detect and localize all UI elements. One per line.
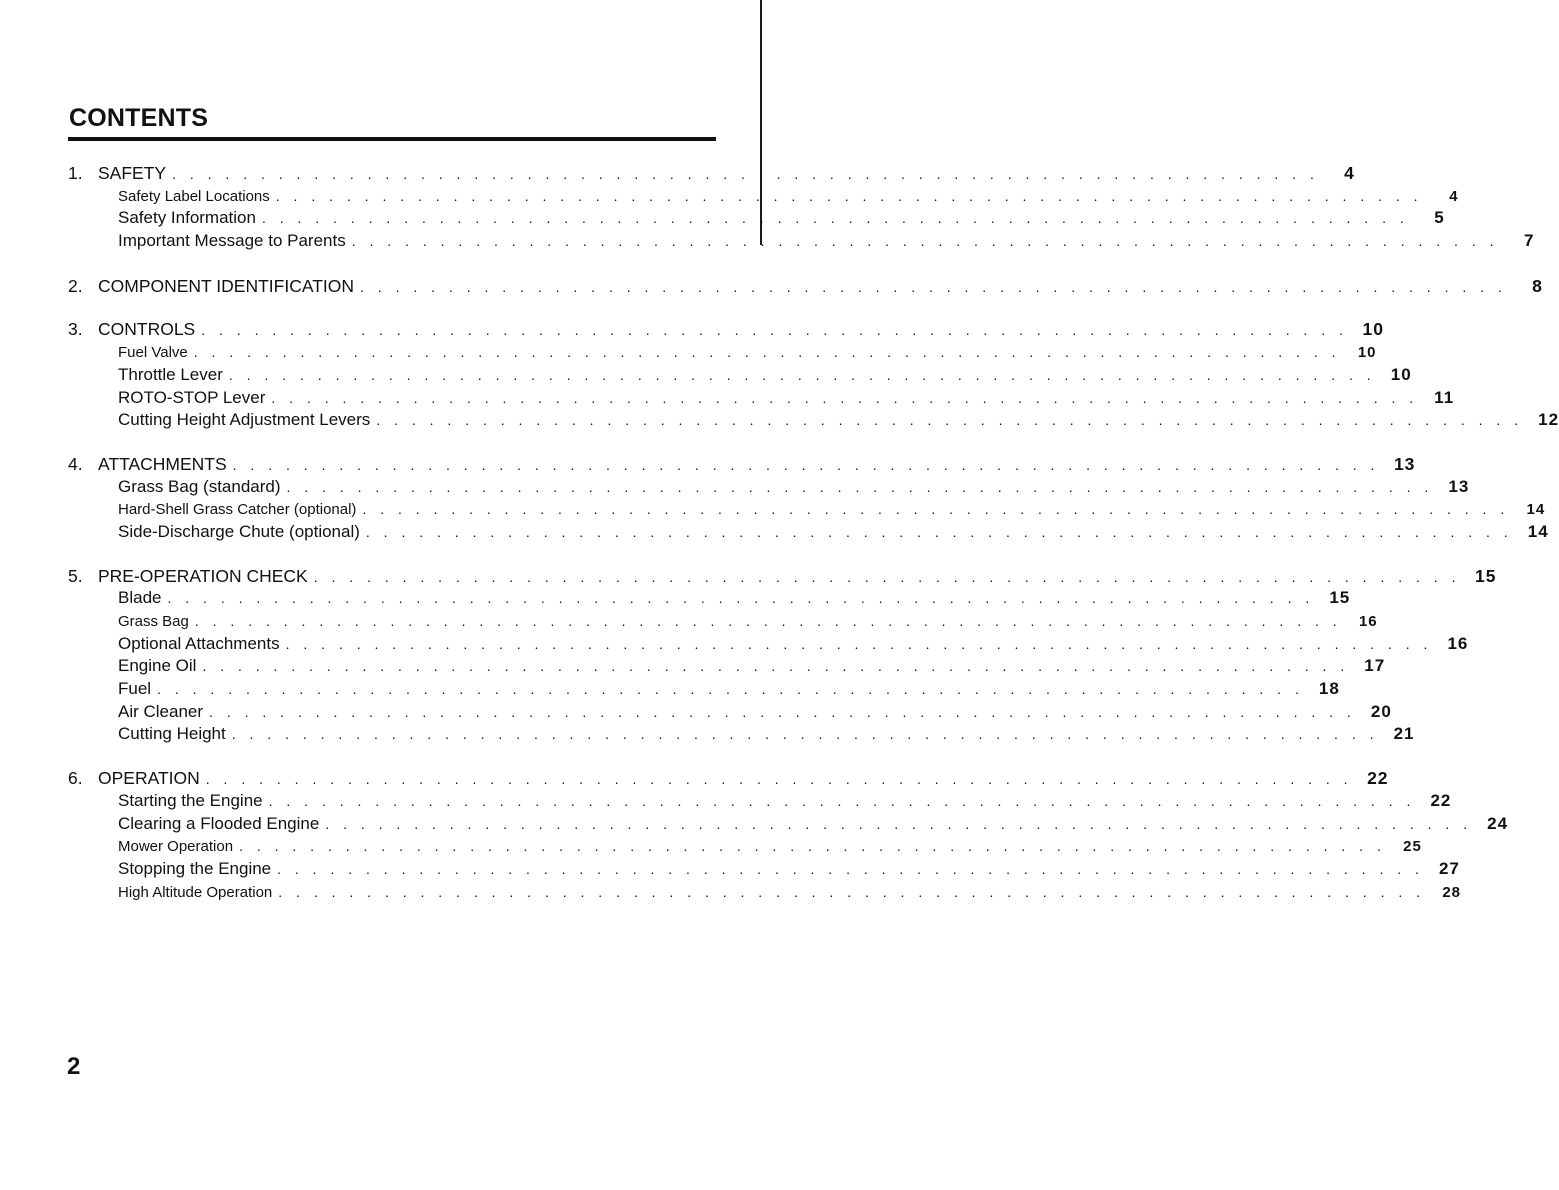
toc-entry[interactable] — [68, 881, 1462, 904]
toc-entry[interactable] — [68, 207, 1445, 230]
toc-section-heading[interactable] — [68, 453, 1416, 476]
dot-leader: . . . . . . . . . . . . . . . . . . . . . . . . . . . . . . . . . . . . . . . . . . . . . . . . . . . . . . . . . . . . . . . . . — [277, 860, 1424, 877]
toc-entry[interactable] — [68, 387, 1455, 410]
dot-leader: . . . . . . . . . . . . . . . . . . . . . . . . . . . . . . . . . . . . . . . . . . . . . . . . . . . . . . . . . . . . . . . . . — [261, 210, 1409, 227]
dot-leader: . . . . . . . . . . . . . . . . . . . . . . . . . . . . . . . . . . . . . . . . . . . . . . . . . . . . . . . . . . . . . . . . . — [313, 568, 1461, 585]
toc-section — [68, 162, 1535, 253]
toc-section — [68, 275, 1543, 298]
dot-leader: . . . . . . . . . . . . . . . . . . . . . . . . . . . . . . . . . . . . . . . . . . . . . . . . . . . . . . . . . . . . . . . . . — [157, 681, 1304, 698]
dot-leader: . . . . . . . . . . . . . . . . . . . . . . . . . . . . . . . . . . . . . . . . . . . . . . . . . . . . . . . . . . . . . . . . . — [351, 233, 1499, 250]
toc-page-number: 7 — [1524, 231, 1535, 251]
toc-page-number: 12 — [1538, 410, 1559, 430]
dot-leader: . . . . . . . . . . . . . . . . . . . . . . . . . . . . . . . . . . . . . . . . . . . . . . . . . . . . . . . . . . . . . . . . . — [376, 412, 1524, 429]
dot-leader: . . . . . . . . . . . . . . . . . . . . . . . . . . . . . . . . . . . . . . . . . . . . . . . . . . . . . . . . . . . . . . . . . — [205, 771, 1353, 788]
toc-section-heading[interactable] — [68, 318, 1384, 341]
toc-page-number: 5 — [1434, 208, 1445, 228]
toc-page-number: 25 — [1403, 838, 1422, 856]
dot-leader: . . . . . . . . . . . . . . . . . . . . . . . . . . . . . . . . . . . . . . . . . . . . . . . . . . . . . . . . . . . . . . . . . — [275, 187, 1423, 204]
dot-leader: . . . . . . . . . . . . . . . . . . . . . . . . . . . . . . . . . . . . . . . . . . . . . . . . . . . . . . . . . . . . . . . . . — [231, 726, 1379, 743]
toc-entry-label: Clearing a Flooded Engine — [118, 813, 320, 833]
dot-leader: . . . . . . . . . . . . . . . . . . . . . . . . . . . . . . . . . . . . . . . . . . . . . . . . . . . . . . . . . . . . . . . . . — [232, 456, 1380, 473]
toc-page-number: 18 — [1318, 679, 1340, 699]
toc-section — [68, 565, 1497, 747]
dot-leader: . . . . . . . . . . . . . . . . . . . . . . . . . . . . . . . . . . . . . . . . . . . . . . . . . . . . . . . . . . . . . . . . . — [167, 590, 1315, 607]
toc-page-number: 4 — [1344, 163, 1355, 183]
toc-entry[interactable] — [68, 813, 1509, 836]
page-title: CONTENTS — [69, 104, 209, 132]
toc-page-number: 16 — [1447, 633, 1469, 653]
toc-section-title: ATTACHMENTS — [98, 453, 227, 474]
toc-entry[interactable] — [68, 409, 1559, 432]
dot-leader: . . . . . . . . . . . . . . . . . . . . . . . . . . . . . . . . . . . . . . . . . . . . . . . . . . . . . . . . . . . . . . . . . — [360, 278, 1507, 295]
table-of-contents — [68, 162, 1559, 903]
toc-entry-label: Safety Label Locations — [118, 187, 270, 205]
toc-page-number: 14 — [1527, 521, 1549, 541]
section-spacer — [68, 297, 712, 318]
toc-section-number: 1. — [68, 163, 83, 183]
dot-leader: . . . . . . . . . . . . . . . . . . . . . . . . . . . . . . . . . . . . . . . . . . . . . . . . . . . . . . . . . . . . . . . . . — [285, 635, 1433, 652]
toc-entry[interactable] — [68, 835, 1422, 858]
toc-entry[interactable] — [68, 476, 1470, 499]
toc-entry-label: Side-Discharge Chute (optional) — [118, 521, 360, 541]
dot-leader: . . . . . . . . . . . . . . . . . . . . . . . . . . . . . . . . . . . . . . . . . . . . . . . . . . . . . . . . . . . . . . . . . — [202, 658, 1350, 675]
toc-section-title: SAFETY — [98, 163, 167, 183]
toc-entry-label: ROTO-STOP Lever — [118, 387, 266, 407]
toc-entry[interactable] — [68, 610, 1378, 633]
toc-page-number: 24 — [1487, 813, 1509, 833]
toc-entry[interactable] — [68, 723, 1415, 746]
toc-section-heading[interactable] — [68, 275, 1543, 298]
toc-section-number: 6. — [68, 768, 83, 789]
dot-leader: . . . . . . . . . . . . . . . . . . . . . . . . . . . . . . . . . . . . . . . . . . . . . . . . . . . . . . . . . . . . . . . . . — [172, 166, 1319, 182]
toc-entry-label: Important Message to Parents — [118, 231, 346, 251]
toc-section-title: OPERATION — [98, 768, 200, 789]
toc-entry-label: Stopping the Engine — [118, 858, 272, 878]
toc-entry-label: Grass Bag — [118, 613, 189, 630]
toc-section — [68, 453, 1549, 544]
dot-leader: . . . . . . . . . . . . . . . . . . . . . . . . . . . . . . . . . . . . . . . . . . . . . . . . . . . . . . . . . . . . . . . . . — [325, 815, 1473, 832]
toc-entry[interactable] — [68, 678, 1340, 701]
toc-entry[interactable] — [68, 521, 1549, 544]
section-spacer — [68, 544, 712, 565]
section-spacer — [68, 746, 712, 767]
toc-page-number: 10 — [1357, 344, 1377, 362]
toc-entry-label: Fuel Valve — [118, 344, 188, 362]
toc-section-number: 4. — [68, 453, 83, 474]
toc-page-number: 20 — [1370, 701, 1392, 721]
toc-section — [68, 318, 1559, 431]
toc-section-title: COMPONENT IDENTIFICATION — [98, 275, 355, 296]
title-rule — [68, 137, 716, 141]
toc-page-number: 27 — [1438, 858, 1460, 878]
toc-page-number: 16 — [1358, 613, 1378, 630]
toc-page-number: 15 — [1329, 588, 1351, 608]
toc-section-heading[interactable] — [68, 767, 1389, 790]
toc-section-number: 5. — [68, 565, 83, 586]
toc-entry-label: Starting the Engine — [118, 790, 263, 810]
toc-entry[interactable] — [68, 364, 1412, 387]
dot-leader: . . . . . . . . . . . . . . . . . . . . . . . . . . . . . . . . . . . . . . . . . . . . . . . . . . . . . . . . . . . . . . . . . — [286, 478, 1434, 495]
dot-leader: . . . . . . . . . . . . . . . . . . . . . . . . . . . . . . . . . . . . . . . . . . . . . . . . . . . . . . . . . . . . . . . . . — [193, 344, 1341, 361]
toc-section-title: CONTROLS — [98, 319, 196, 340]
toc-section-number: 2. — [68, 275, 83, 296]
toc-page-number: 14 — [1526, 501, 1546, 519]
toc-entry-label: Safety Information — [118, 208, 256, 228]
dot-leader: . . . . . . . . . . . . . . . . . . . . . . . . . . . . . . . . . . . . . . . . . . . . . . . . . . . . . . . . . . . . . . . . . — [271, 389, 1419, 406]
toc-section-heading[interactable] — [68, 565, 1497, 588]
toc-entry-label: Grass Bag (standard) — [118, 476, 281, 496]
page-number: 2 — [67, 1053, 81, 1080]
dot-leader: . . . . . . . . . . . . . . . . . . . . . . . . . . . . . . . . . . . . . . . . . . . . . . . . . . . . . . . . . . . . . . . . . — [268, 792, 1416, 809]
section-spacer — [68, 253, 712, 275]
toc-entry-label: Cutting Height — [118, 724, 226, 744]
dot-leader: . . . . . . . . . . . . . . . . . . . . . . . . . . . . . . . . . . . . . . . . . . . . . . . . . . . . . . . . . . . . . . . . . — [194, 613, 1342, 629]
toc-entry[interactable] — [68, 498, 1546, 521]
toc-entry[interactable] — [68, 587, 1351, 610]
section-spacer — [68, 432, 712, 453]
dot-leader: . . . . . . . . . . . . . . . . . . . . . . . . . . . . . . . . . . . . . . . . . . . . . . . . . . . . . . . . . . . . . . . . . — [209, 703, 1356, 720]
toc-entry-label: Throttle Lever — [118, 364, 223, 384]
dot-leader: . . . . . . . . . . . . . . . . . . . . . . . . . . . . . . . . . . . . . . . . . . . . . . . . . . . . . . . . . . . . . . . . . — [362, 501, 1510, 518]
dot-leader: . . . . . . . . . . . . . . . . . . . . . . . . . . . . . . . . . . . . . . . . . . . . . . . . . . . . . . . . . . . . . . . . . — [201, 322, 1348, 339]
toc-page-number: 4 — [1449, 187, 1459, 205]
toc-entry[interactable] — [68, 858, 1460, 881]
toc-entry-label: Optional Attachments — [118, 633, 280, 653]
toc-section-number: 3. — [68, 319, 83, 340]
dot-leader: . . . . . . . . . . . . . . . . . . . . . . . . . . . . . . . . . . . . . . . . . . . . . . . . . . . . . . . . . . . . . . . . . — [365, 523, 1513, 540]
toc-entry-label: Mower Operation — [118, 838, 234, 856]
toc-entry-label: Engine Oil — [118, 656, 197, 676]
toc-page-number: 13 — [1448, 476, 1470, 496]
dot-leader: . . . . . . . . . . . . . . . . . . . . . . . . . . . . . . . . . . . . . . . . . . . . . . . . . . . . . . . . . . . . . . . . . — [278, 883, 1426, 900]
toc-page-number: 21 — [1393, 724, 1415, 744]
toc-page-number: 22 — [1430, 790, 1452, 810]
toc-page-number: 11 — [1434, 387, 1455, 407]
toc-page-number: 22 — [1367, 768, 1389, 789]
toc-entry-label: Hard-Shell Grass Catcher (optional) — [118, 501, 357, 519]
toc-section — [68, 767, 1509, 903]
toc-entry[interactable] — [68, 633, 1469, 656]
toc-entry-label: High Altitude Operation — [118, 883, 273, 901]
toc-page-number: 8 — [1532, 275, 1543, 296]
toc-page-number: 15 — [1475, 565, 1497, 586]
toc-entry-label: Air Cleaner — [118, 701, 204, 721]
toc-entry-label: Blade — [118, 588, 162, 608]
toc-entry[interactable] — [68, 341, 1377, 364]
toc-page-number: 28 — [1442, 883, 1462, 901]
toc-page-number: 10 — [1362, 319, 1384, 340]
toc-entry-label: Fuel — [118, 679, 152, 699]
dot-leader: . . . . . . . . . . . . . . . . . . . . . . . . . . . . . . . . . . . . . . . . . . . . . . . . . . . . . . . . . . . . . . . . . — [228, 366, 1376, 383]
dot-leader: . . . . . . . . . . . . . . . . . . . . . . . . . . . . . . . . . . . . . . . . . . . . . . . . . . . . . . . . . . . . . . . . . — [239, 838, 1386, 855]
toc-entry-label: Cutting Height Adjustment Levers — [118, 410, 371, 430]
toc-entry[interactable] — [68, 655, 1386, 678]
toc-section-title: PRE-OPERATION CHECK — [98, 565, 308, 586]
toc-entry[interactable] — [68, 230, 1535, 253]
toc-page-number: 10 — [1390, 364, 1412, 384]
toc-entry[interactable] — [68, 185, 1459, 208]
toc-section-heading[interactable] — [68, 162, 1355, 185]
toc-page-number: 17 — [1364, 656, 1386, 676]
toc-entry[interactable] — [68, 701, 1392, 724]
toc-page-number: 13 — [1393, 453, 1416, 474]
toc-entry[interactable] — [68, 790, 1452, 813]
